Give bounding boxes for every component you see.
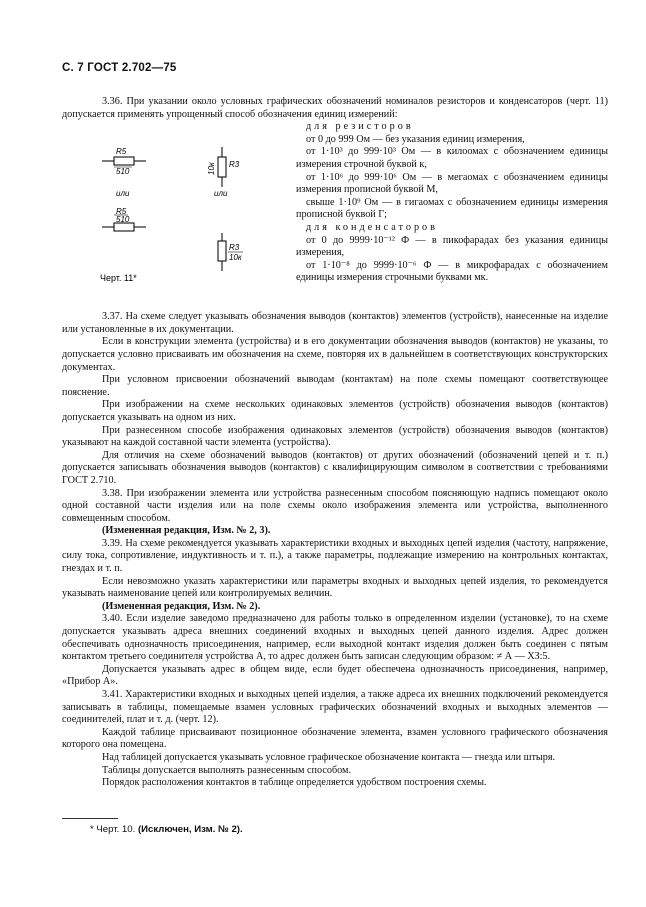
resistor-range-1: от 0 до 999 Ом — без указания единиц измерения, (306, 133, 525, 145)
resistor-range-3: от 1·10⁶ до 999·10⁶ Ом — в мегаомах с обозначением единицы измерения прописной буквой М, (296, 171, 608, 196)
figure-11-drawing (62, 121, 290, 283)
figure-caption: Черт. 11* (100, 273, 137, 284)
r3b-value: 10к (229, 253, 242, 263)
page-header: С. 7 ГОСТ 2.702—75 (62, 62, 177, 74)
or-text-left: или (116, 189, 130, 199)
capacitor-range-2: от 1·10⁻⁸ до 9999·10⁻⁶ Ф — в микрофарадах с обозначением единицы измерения строчными буквами мк. (296, 259, 608, 284)
paragraph-3-39-b: Если невозможно указать характеристики или параметры входных и выходных цепей изделия, то рекомендуется указывать наименование цепей или контролируемых величин. (62, 575, 608, 600)
r3-label: R3 (229, 160, 240, 170)
r5-label: R5 (116, 147, 127, 157)
capacitor-range-1: от 0 до 9999·10⁻¹² Ф — в пикофарадах без указания единицы измерения, (296, 234, 608, 259)
paragraph-3-41-c: Над таблицей допускается указывать условное графическое обозначение контакта — гнезда или штыря. (102, 751, 556, 763)
r3b-resistor-body (218, 241, 226, 261)
r3b-label: R3 (229, 243, 240, 253)
footnote-divider (62, 818, 118, 819)
paragraph-3-37-c: При условном присвоении обозначений выводам (контактам) на поле схемы помещают соответствующее пояснение. (62, 374, 608, 398)
r5b-value: 510 (116, 215, 130, 225)
paragraph-3-41-b: Каждой таблице присваивают позиционное обозначение элемента, взамен условного графического обозначения которого она помещена. (62, 726, 608, 751)
paragraph-3-37-f: Для отличия на схеме обозначений выводов (контактов) от других обозначений (обозначений цепей и т. п.) допускается записывать обозначения выводов (контактов) с квалифицирующим символом в соответствии с требованиями ГОСТ 2.710. (62, 449, 608, 486)
footnote-text: Черт. 10. (96, 824, 136, 835)
resistor-range-4: свыше 1·10⁹ Ом — в гигаомах с обозначением единицы измерения прописной буквой Г; (296, 196, 608, 221)
edition-note-2: (Измененная редакция, Изм. № 2). (102, 600, 261, 612)
figure-11-area (62, 121, 608, 283)
paragraph-3-37: 3.37. На схеме следует указывать обозначения выводов (контактов) элементов (устройств), нанесенные на изделие или установленные в их документации. (62, 311, 608, 335)
paragraph-3-37-d: При изображении на схеме нескольких одинаковых элементов (устройств) обозначения выводов (контактов) допускается указывать на одном из них. (62, 399, 608, 423)
r3-value: 10к (207, 162, 216, 176)
or-text-right: или (214, 189, 228, 199)
paragraph-3-37-b: Если в конструкции элемента (устройства) и в его документации обозначения выводов (контактов) не указаны, то допускается условно присваивать им обозначения на схеме, повторяя их в дальнейшем в соответствующих конструкторских документах. (62, 336, 608, 373)
r5-resistor-body (114, 157, 134, 165)
units-list (296, 121, 608, 285)
capacitors-heading: для конденсаторов (306, 221, 438, 233)
footnote (90, 824, 243, 835)
r3-resistor-body (218, 157, 226, 177)
r5-value: 510 (116, 167, 130, 177)
paragraph-3-40: 3.40. Если изделие заведомо предназначено для работы только в определенном изделии (установке), то на схеме допускается указывать адреса внешних соединений входных и выходных цепей данного изделия. Адрес должен обеспечивать однозначность присоединения, например, если выходной контакт изделия должен быть соединен с пятым контактом третьего соединителя устройства А, то адрес должен быть записан следующим образом: ≠ А — ХЗ:5. (62, 613, 608, 663)
paragraph-3-41: 3.41. Характеристики входных и выходных цепей изделия, а также адреса их внешних подключений рекомендуется записывать в таблицы, помещаемые взамен условных графических обозначений входных и выходных элементов — соединителей, плат и т. д. (черт. 12). (62, 689, 608, 726)
r5b-resistor-body (114, 223, 134, 231)
footnote-marker: * (90, 824, 94, 835)
resistor-range-2: от 1·10³ до 999·10³ Ом — в килоомах с обозначением единицы измерения строчной буквой к, (296, 146, 608, 170)
paragraph-3-40-b: Допускается указывать адрес в общем виде, если будет обеспечена однозначность присоединения, например, «Прибор А». (62, 663, 608, 688)
document-body (62, 96, 608, 790)
paragraph-3-39: 3.39. На схеме рекомендуется указывать характеристики входных и выходных цепей изделия (частоту, напряжение, силу тока, сопротивление, индуктивность и т. п.), а также параметры, подлежащие измерению на контрольных контактах, гнездах и т. п. (62, 537, 608, 575)
paragraph-3-37-e: При разнесенном способе изображения одинаковых элементов (устройств) обозначения выводов (контактов) указывают на каждой составной части элемента (устройства). (62, 424, 608, 449)
edition-note-1: (Измененная редакция, Изм. № 2, 3). (102, 525, 271, 537)
paragraph-3-38: 3.38. При изображении элемента или устройства разнесенным способом поясняющую надпись помещают около одной составной части изделия или на поле схемы около изображения элемента или устройства, выполненного совмещенным способом. (62, 487, 608, 524)
resistors-heading: для резисторов (306, 121, 414, 133)
paragraph-3-36: 3.36. При указании около условных графических обозначений номиналов резисторов и конденсаторов (черт. 11) допускается применять упрощенный способ обозначения единиц измерений: (62, 96, 608, 120)
paragraph-3-41-d: Таблицы допускается выполнять разнесенным способом. (102, 764, 352, 776)
footnote-bold: (Исключен, Изм. № 2). (137, 824, 243, 835)
r5b-label: R5 (116, 207, 127, 217)
paragraph-3-41-e: Порядок расположения контактов в таблице определяется удобством построения схемы. (102, 777, 487, 789)
